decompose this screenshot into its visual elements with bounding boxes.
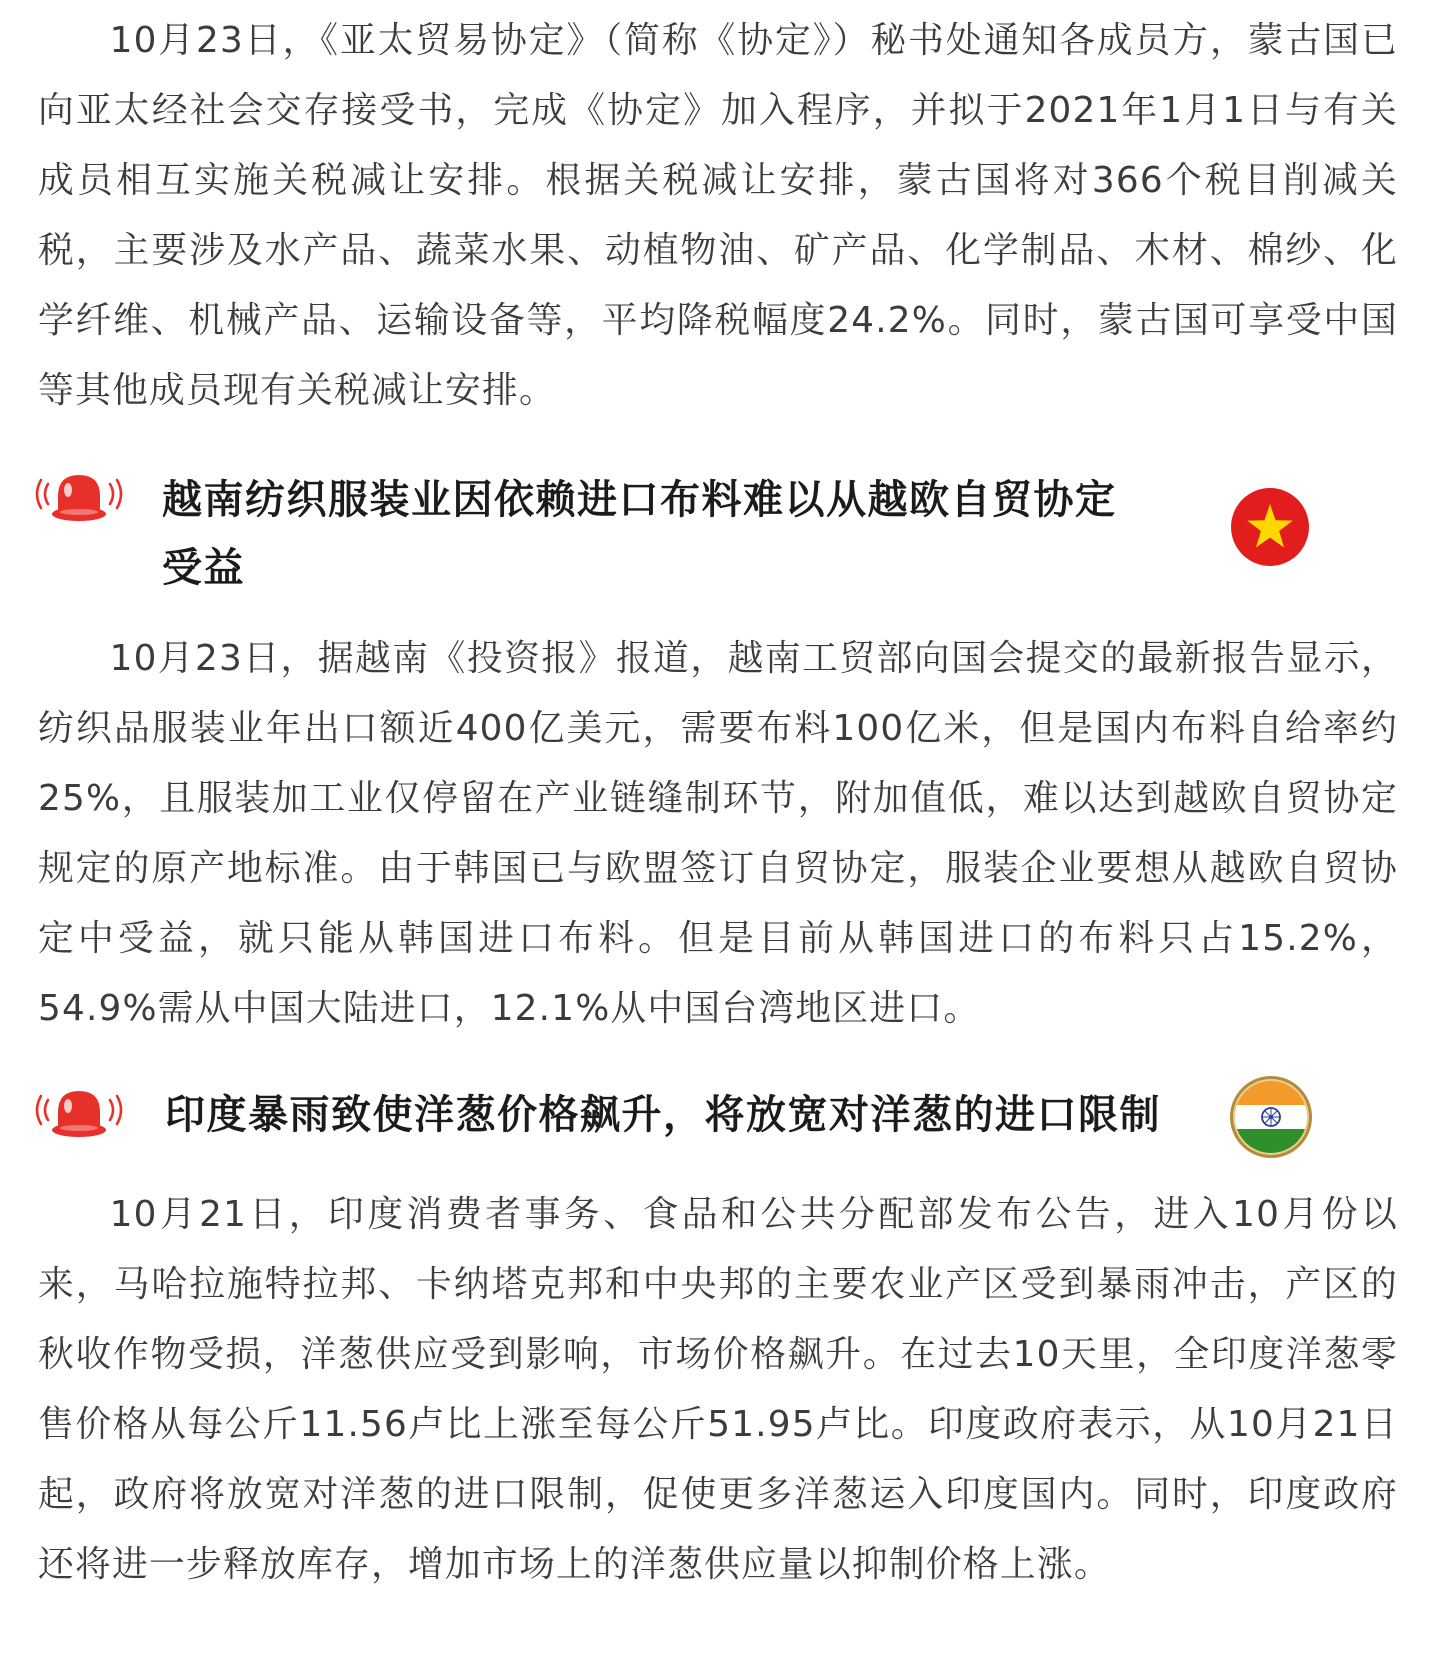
section-body-india: 10月21日，印度消费者事务、食品和公共分配部发布公告，进入10月份以来，马哈拉施特拉邦、卡纳塔克邦和中央邦的主要农业产区受到暴雨冲击，产区的秋收作物受损，洋葱供应受到影响，市场价格飙升。在过去10天里，全印度洋葱零售价格从每公斤11.56卢比上涨至每公斤51.95卢比。印度政府表示，从10月21日起，政府将放宽对洋葱的进口限制，促使更多洋葱运入印度国内。同时，印度政府还将进一步释放库存，增加市场上的洋葱供应量以抑制价格上涨。 [38, 1194, 1398, 1585]
india-flag-icon [1229, 1075, 1313, 1159]
vietnam-flag-icon [1230, 487, 1310, 567]
section-body-vietnam: 10月23日，据越南《投资报》报道，越南工贸部向国会提交的最新报告显示，纺织品服装业年出口额近400亿美元，需要布料100亿米，但是国内布料自给率约25%，且服装加工业仅停留在产业链缝制环节，附加值低，难以达到越欧自贸协定规定的原产地标准。由于韩国已与欧盟签订自贸协定，服装企业要想从越欧自贸协定中受益，就只能从韩国进口布料。但是目前从韩国进口的布料只占15.2%，54.9%需从中国大陆进口，12.1%从中国台湾地区进口。 [38, 638, 1398, 1029]
section-title-india: 印度暴雨致使洋葱价格飙升，将放宽对洋葱的进口限制 [165, 1092, 1161, 1138]
alarm-bell-icon [34, 470, 124, 526]
intro-paragraph: 10月23日，《亚太贸易协定》（简称《协定》）秘书处通知各成员方，蒙古国已向亚太经社会交存接受书，完成《协定》加入程序，并拟于2021年1月1日与有关成员相互实施关税减让安排。根据关税减让安排，蒙古国将对366个税目削减关税，主要涉及水产品、蔬菜水果、动植物油、矿产品、化学制品、木材、棉纱、化学纤维、机械产品、运输设备等，平均降税幅度24.2%。同时，蒙古国可享受中国等其他成员现有关税减让安排。 [38, 20, 1398, 411]
section-title-vietnam: 越南纺织服装业因依赖进口布料难以从越欧自贸协定受益 [162, 477, 1117, 591]
alarm-bell-icon [34, 1086, 124, 1142]
